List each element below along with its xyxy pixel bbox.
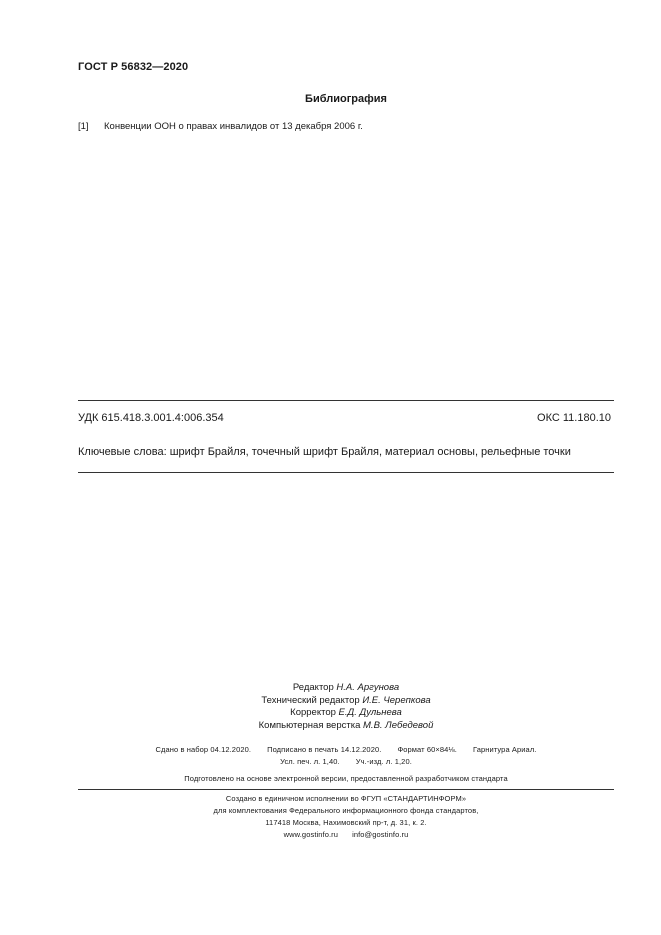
prepared-note: Подготовлено на основе электронной версии, предоставленной разработчиком стандарта xyxy=(184,774,508,783)
publication-info-line2: Усл. печ. л. 1,40. Уч.-изд. л. 1,20. xyxy=(280,757,412,766)
bibliography-title: Библиография xyxy=(305,93,387,105)
bibliography-entry xyxy=(78,121,363,132)
email-link[interactable]: info@gostinfo.ru xyxy=(352,830,409,839)
publication-info xyxy=(0,744,661,768)
oks-code: ОКС 11.180.10 xyxy=(537,412,611,424)
publication-info-line1: Сдано в набор 04.12.2020. Подписано в печать 14.12.2020. Формат 60×84⅛. Гарнитура Ариал. xyxy=(155,745,537,754)
website-link[interactable]: www.gostinfo.ru xyxy=(283,830,339,839)
credits-block xyxy=(0,682,661,732)
publisher-divider xyxy=(78,789,614,790)
credit-proofreader: Корректор Е.Д. Дульнева xyxy=(290,707,402,718)
credit-layout: Компьютерная верстка М.В. Лебедевой xyxy=(258,719,434,731)
credit-editor: Редактор Н.А. Аргунова xyxy=(292,682,400,693)
publisher-address: 117418 Москва, Нахимовский пр-т, д. 31, к. 2. xyxy=(265,818,427,827)
keywords: Ключевые слова: шрифт Брайля, точечный шрифт Брайля, материал основы, рельефные точки xyxy=(78,446,571,458)
publisher-line2: для комплектования Федерального информационного фонда стандартов, xyxy=(213,806,479,815)
udc-code: УДК 615.418.3.001.4:006.354 xyxy=(78,412,224,424)
bibliography-entry-number: [1] xyxy=(78,121,89,132)
document-code: ГОСТ Р 56832—2020 xyxy=(78,61,189,73)
bibliography-entry-text: Конвенции ООН о правах инвалидов от 13 декабря 2006 г. xyxy=(104,121,363,132)
top-divider xyxy=(78,400,614,401)
bottom-divider xyxy=(78,472,614,473)
publisher-contacts xyxy=(0,829,661,841)
credit-tech-editor: Технический редактор И.Е. Черепкова xyxy=(261,694,431,706)
publisher-line1: Создано в единичном исполнении во ФГУП «СТАНДАРТИНФОРМ» xyxy=(225,794,467,803)
publisher-block xyxy=(0,793,661,841)
